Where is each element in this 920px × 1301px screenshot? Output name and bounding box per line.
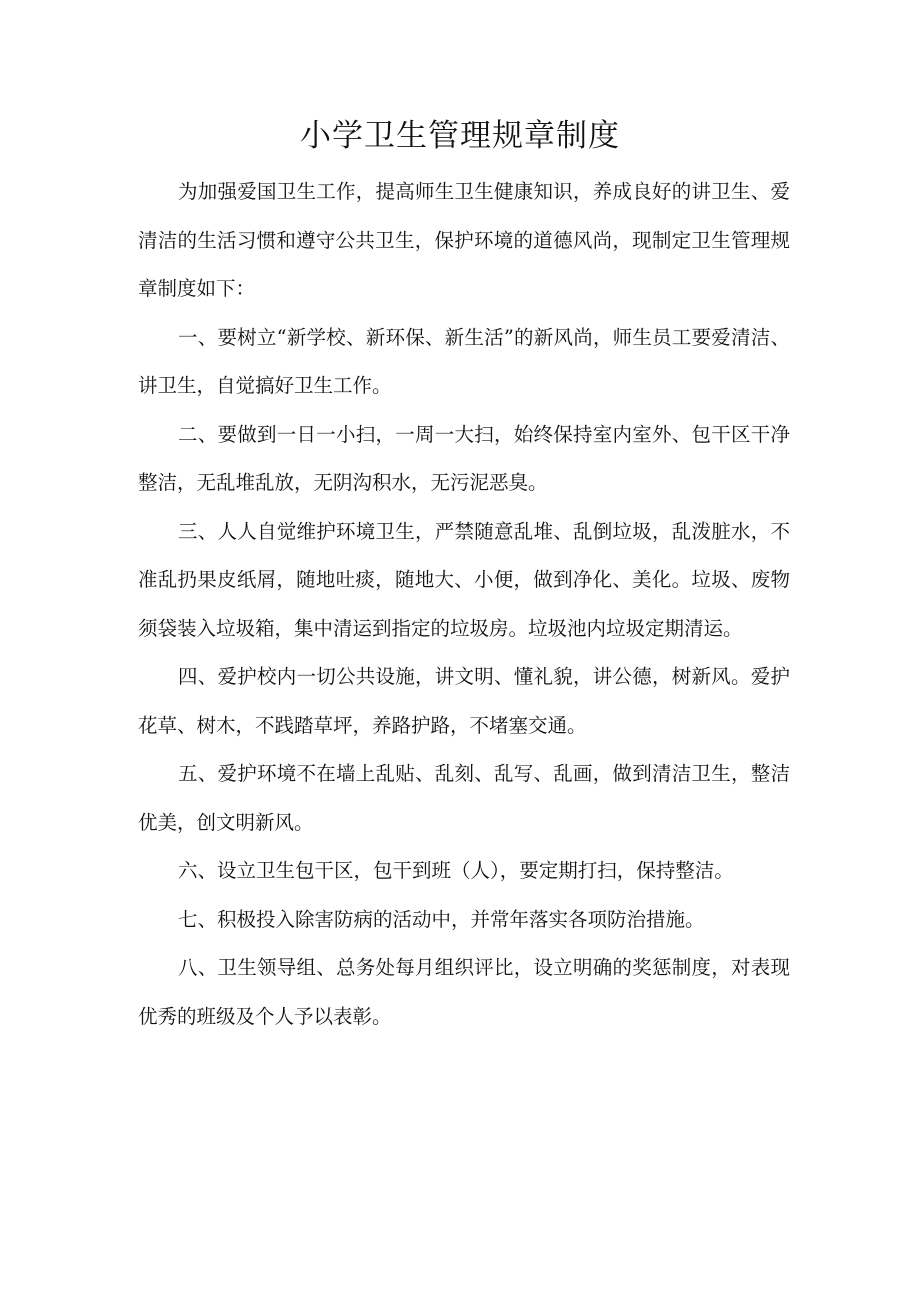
- document-body: [138, 168, 790, 1041]
- rule-paragraph-7: 七、积极投入除害防病的活动中，并常年落实各项防治措施。: [178, 907, 705, 931]
- rule-paragraph-6: 六、设立卫生包干区，包干到班（人），要定期打扫，保持整洁。: [178, 859, 734, 882]
- rule-paragraph-3: 三、人人自觉维护环境卫生，严禁随意乱堆、乱倒垃圾，乱泼脏水，不准乱扔果皮纸屑，随地吐痰，随地大、小便，做到净化、美化。垃圾、废物须袋装入垃圾箱，集中清运到指定的垃圾房。垃圾池内垃圾定期清运。: [138, 519, 790, 640]
- rule-paragraph-4: 四、爱护校内一切公共设施，讲文明、懂礼貌，讲公德，树新风。爱护花草、树木，不践踏草坪，养路护路，不堵塞交通。: [138, 665, 790, 737]
- rule-paragraph-5: 五、爱护环境不在墙上乱贴、乱刻、乱写、乱画，做到清洁卫生，整洁优美，创文明新风。: [138, 762, 790, 834]
- rule-paragraph-2: 二、要做到一日一小扫，一周一大扫，始终保持室内室外、包干区干净整洁，无乱堆乱放，无阴沟积水，无污泥恶臭。: [138, 422, 790, 494]
- intro-paragraph: 为加强爱国卫生工作，提高师生卫生健康知识，养成良好的讲卫生、爱清洁的生活习惯和遵守公共卫生，保护环境的道德风尚，现制定卫生管理规章制度如下：: [138, 180, 790, 300]
- rule-paragraph-8: 八、卫生领导组、总务处每月组织评比，设立明确的奖惩制度，对表现优秀的班级及个人予以表彰。: [138, 956, 790, 1028]
- document-title: 小学卫生管理规章制度: [300, 118, 620, 154]
- rule-paragraph-1: 一、要树立“新学校、新环保、新生活”的新风尚，师生员工要爱清洁、讲卫生，自觉搞好卫生工作。: [138, 325, 790, 397]
